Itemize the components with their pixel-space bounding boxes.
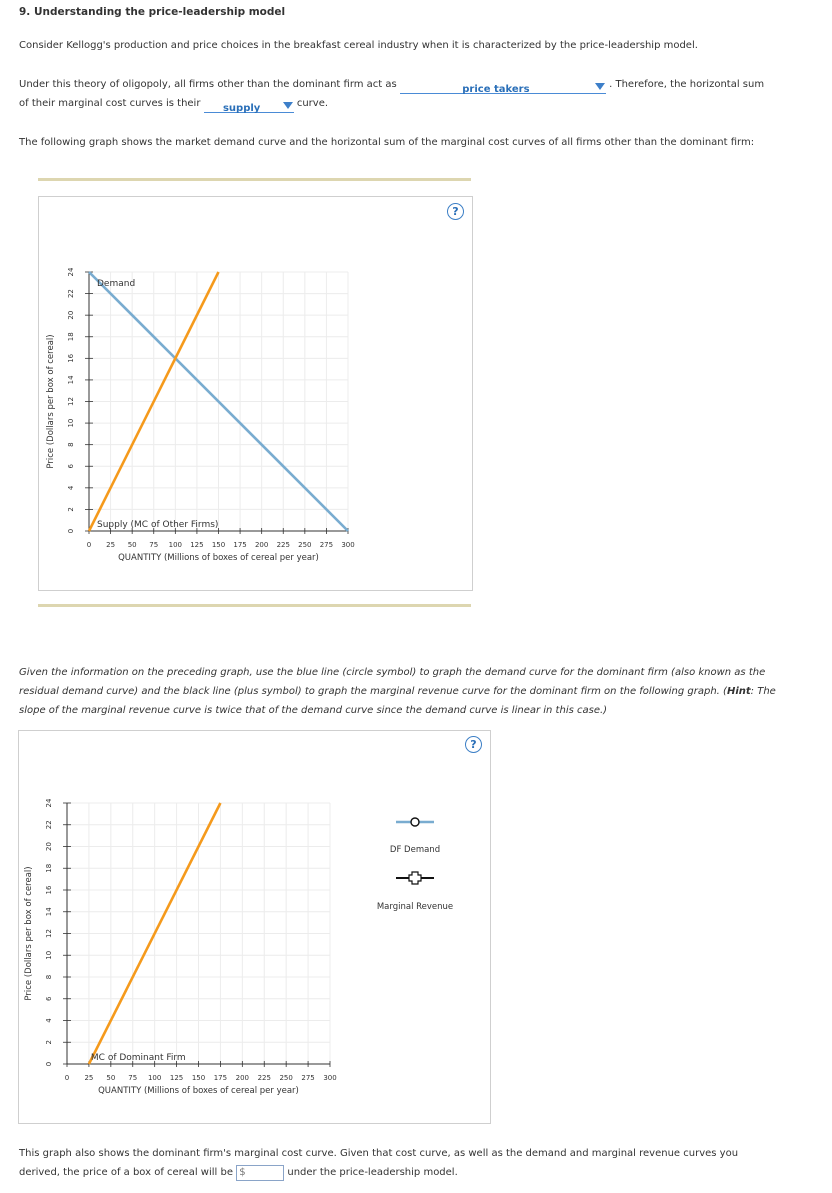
y-tick-label: 18 — [45, 863, 53, 873]
mc-curve-label: MC of Dominant Firm — [90, 1053, 186, 1063]
y-tick-label: 14 — [45, 907, 53, 917]
y-tick-label: 20 — [45, 842, 53, 851]
oligopoly-sentence — [19, 75, 799, 94]
y-tick-label: 20 — [67, 310, 75, 320]
x-tick-label: 200 — [235, 1074, 250, 1082]
dominant-firm-chart[interactable] — [19, 731, 490, 1123]
instruction-text: residual demand curve) and the black line (plus symbol) to graph the marginal revenue curve for the dominant firm on the following graph. ( — [19, 686, 727, 697]
final-text-1: derived, the price of a box of cereal will be — [19, 1167, 233, 1178]
x-tick-label: 75 — [149, 541, 159, 549]
demand-curve-label: Demand — [97, 279, 136, 289]
chevron-down-icon — [283, 102, 293, 109]
x-tick-label: 300 — [341, 541, 355, 549]
y-tick-label: 4 — [45, 1018, 53, 1023]
x-tick-label: 0 — [64, 1074, 70, 1082]
sum-text-2: curve. — [296, 98, 329, 109]
x-tick-label: 25 — [84, 1074, 94, 1082]
y-tick-label: 12 — [45, 929, 53, 938]
y-tick-label: 24 — [67, 267, 75, 277]
y-tick-label: 8 — [45, 974, 53, 980]
x-tick-label: 0 — [86, 541, 92, 549]
x-tick-label: 50 — [127, 541, 137, 549]
y-axis-label: Price (Dollars per box of cereal) — [46, 334, 56, 469]
top-divider — [38, 178, 471, 181]
axes — [85, 272, 348, 534]
help-icon[interactable]: ? — [465, 736, 482, 753]
x-axis-label: QUANTITY (Millions of boxes of cereal per year) — [98, 1086, 299, 1096]
final-line-2 — [19, 1163, 458, 1182]
firms-act-as-dropdown[interactable] — [400, 80, 606, 94]
y-tick-label: 18 — [67, 332, 75, 342]
graph-intro-text: The following graph shows the market demand curve and the horizontal sum of the marginal cost curves of all firms other than the dominant firm: — [19, 137, 755, 148]
marginal-revenue-legend-label: Marginal Revenue — [376, 902, 454, 912]
y-axis-label: Price (Dollars per box of cereal) — [24, 866, 34, 1001]
final-line-1: This graph also shows the dominant firm's marginal cost curve. Given that cost curve, as well as the demand and marginal revenue curves you — [19, 1148, 739, 1159]
sum-sentence — [19, 94, 328, 113]
y-tick-label: 12 — [67, 397, 75, 406]
x-tick-label: 175 — [233, 541, 247, 549]
x-tick-label: 125 — [190, 541, 204, 549]
instruction-text-end: : The — [750, 686, 776, 697]
y-tick-label: 6 — [45, 996, 53, 1001]
y-tick-label: 16 — [67, 353, 75, 363]
y-tick-label: 16 — [45, 885, 53, 895]
x-axis-label: QUANTITY (Millions of boxes of cereal per year) — [118, 553, 319, 563]
y-tick-label: 4 — [67, 485, 75, 491]
oligopoly-text-2: . Therefore, the horizontal sum — [609, 79, 765, 90]
y-tick-label: 2 — [67, 507, 75, 512]
y-tick-label: 2 — [45, 1040, 53, 1045]
intro-text: Consider Kellogg's production and price choices in the breakfast cereal industry when it is characterized by the price-leadership model. — [19, 40, 698, 51]
circle-marker-icon — [411, 818, 419, 826]
dominant-firm-graph-panel — [18, 730, 491, 1124]
x-tick-label: 300 — [323, 1074, 337, 1082]
market-chart — [39, 197, 472, 590]
firms-act-as-value: price takers — [462, 84, 530, 95]
x-tick-label: 50 — [106, 1074, 116, 1082]
horizontal-sum-value: supply — [222, 103, 261, 114]
x-tick-label: 275 — [319, 541, 334, 549]
market-graph-panel — [38, 196, 473, 591]
help-icon[interactable]: ? — [447, 203, 464, 220]
x-tick-label: 225 — [257, 1074, 271, 1082]
y-tick-label: 22 — [67, 289, 75, 299]
x-tick-label: 25 — [106, 541, 116, 549]
x-tick-label: 75 — [128, 1074, 138, 1082]
y-tick-label: 10 — [45, 950, 53, 960]
price-answer-input[interactable] — [236, 1165, 284, 1181]
oligopoly-text-1: Under this theory of oligopoly, all firms other than the dominant firm act as — [19, 79, 397, 90]
x-tick-label: 100 — [168, 541, 183, 549]
question-title: 9. Understanding the price-leadership model — [19, 6, 286, 18]
x-tick-label: 225 — [276, 541, 290, 549]
x-tick-label: 125 — [169, 1074, 184, 1082]
x-tick-label: 150 — [191, 1074, 206, 1082]
x-tick-labels — [87, 541, 355, 549]
y-tick-label: 0 — [67, 528, 75, 534]
hint-label: Hint — [726, 686, 751, 697]
x-tick-labels — [65, 1074, 337, 1082]
df-demand-tool[interactable] — [390, 818, 440, 855]
marginal-revenue-tool[interactable] — [377, 872, 453, 912]
y-tick-label: 22 — [45, 820, 53, 830]
y-tick-label: 6 — [67, 464, 75, 469]
x-tick-label: 200 — [254, 541, 269, 549]
x-tick-label: 250 — [279, 1074, 293, 1082]
x-tick-label: 250 — [298, 541, 312, 549]
y-tick-label: 0 — [45, 1061, 53, 1067]
x-tick-label: 150 — [211, 541, 226, 549]
plus-marker-icon — [409, 872, 421, 884]
x-tick-label: 175 — [213, 1074, 228, 1082]
x-tick-label: 100 — [147, 1074, 162, 1082]
instruction-line-1: Given the information on the preceding graph, use the blue line (circle symbol) to graph the demand curve for the dominant firm (also known as the — [19, 667, 766, 678]
axes — [63, 803, 330, 1067]
final-text-2: under the price-leadership model. — [287, 1167, 458, 1178]
y-tick-labels — [67, 267, 75, 533]
grid-lines — [67, 803, 330, 1064]
bottom-divider — [38, 604, 471, 607]
horizontal-sum-dropdown[interactable] — [204, 99, 294, 113]
y-tick-labels — [45, 798, 53, 1066]
x-tick-label: 275 — [301, 1074, 315, 1082]
y-tick-label: 10 — [67, 418, 75, 428]
chevron-down-icon — [595, 83, 605, 90]
y-tick-label: 24 — [45, 798, 53, 808]
instruction-line-3: slope of the marginal revenue curve is twice that of the demand curve since the demand curve is linear in this case.) — [19, 705, 608, 716]
y-tick-label: 14 — [67, 375, 75, 385]
supply-curve-label: Supply (MC of Other Firms) — [97, 520, 219, 530]
y-tick-label: 8 — [67, 442, 75, 447]
sum-text-1: of their marginal cost curves is their — [19, 98, 201, 109]
df-demand-legend-label: DF Demand — [389, 845, 441, 855]
instruction-line-2 — [19, 682, 776, 701]
